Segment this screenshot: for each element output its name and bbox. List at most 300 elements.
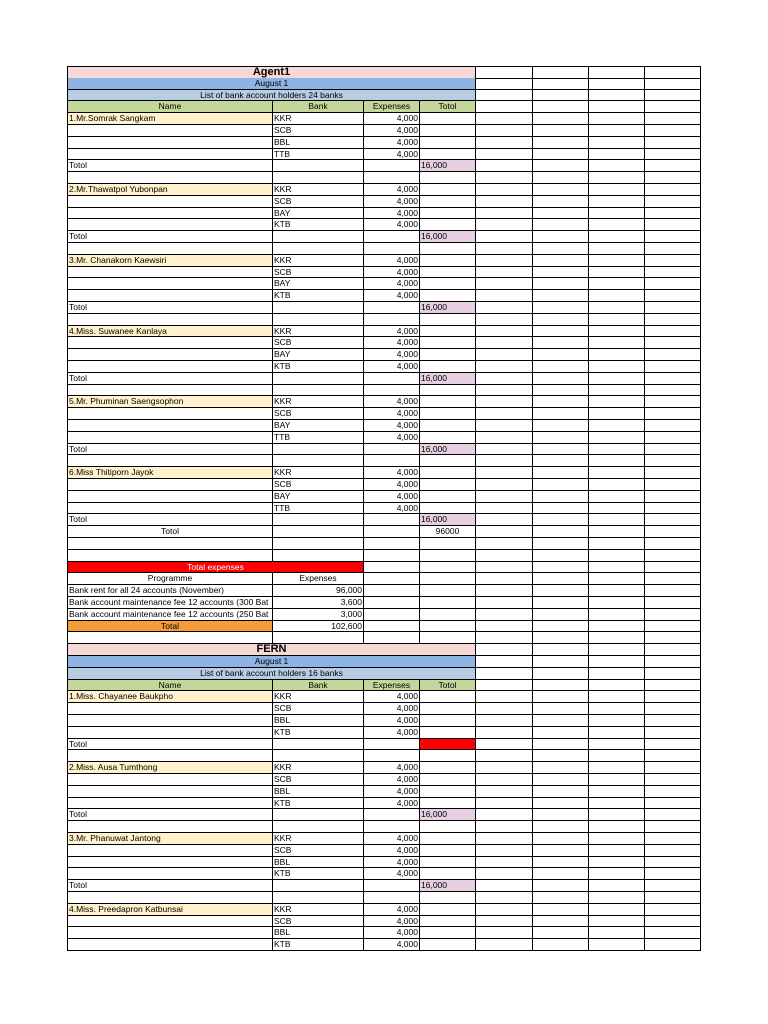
empty-cell[interactable] [67, 632, 273, 644]
empty-cell[interactable] [420, 691, 476, 703]
empty-cell[interactable] [589, 727, 645, 739]
empty-cell[interactable] [67, 337, 273, 349]
bank-cell[interactable]: BAY [273, 278, 364, 290]
empty-cell[interactable] [67, 750, 273, 762]
empty-cell[interactable] [364, 609, 420, 621]
empty-cell[interactable] [533, 668, 589, 680]
empty-cell[interactable] [476, 267, 533, 279]
expense-cell[interactable]: 4,000 [364, 715, 420, 727]
bank-cell[interactable]: TTB [273, 432, 364, 444]
empty-cell[interactable] [589, 845, 645, 857]
holder-name[interactable]: 4.Miss. Preedapron Katbunsai [67, 904, 273, 916]
empty-cell[interactable] [476, 703, 533, 715]
empty-cell[interactable] [533, 774, 589, 786]
empty-cell[interactable] [533, 750, 589, 762]
empty-cell[interactable] [476, 762, 533, 774]
expense-cell[interactable]: 4,000 [364, 290, 420, 302]
empty-cell[interactable] [645, 467, 701, 479]
summary-item-label[interactable]: Bank account maintenance fee 12 accounts (250 Bat [67, 609, 273, 621]
empty-cell[interactable] [645, 786, 701, 798]
holder-total-label[interactable]: Totol [67, 739, 273, 751]
empty-cell[interactable] [420, 892, 476, 904]
empty-cell[interactable] [476, 644, 533, 656]
empty-cell[interactable] [645, 78, 701, 90]
empty-cell[interactable] [67, 208, 273, 220]
empty-cell[interactable] [533, 208, 589, 220]
empty-cell[interactable] [589, 349, 645, 361]
empty-cell[interactable] [420, 833, 476, 845]
empty-cell[interactable] [645, 101, 701, 113]
holder-total-label[interactable]: Totol [67, 231, 273, 243]
bank-cell[interactable]: SCB [273, 125, 364, 137]
empty-cell[interactable] [589, 491, 645, 503]
empty-cell[interactable] [67, 278, 273, 290]
holder-total-label[interactable]: Totol [67, 880, 273, 892]
empty-cell[interactable] [67, 479, 273, 491]
empty-cell[interactable] [476, 904, 533, 916]
empty-cell[interactable] [273, 455, 364, 467]
empty-cell[interactable] [645, 90, 701, 102]
empty-cell[interactable] [589, 868, 645, 880]
empty-cell[interactable] [364, 809, 420, 821]
empty-cell[interactable] [645, 267, 701, 279]
holder-total-value[interactable]: 16,000 [420, 514, 476, 526]
empty-cell[interactable] [476, 361, 533, 373]
empty-cell[interactable] [476, 408, 533, 420]
bank-cell[interactable]: BBL [273, 927, 364, 939]
empty-cell[interactable] [67, 916, 273, 928]
empty-cell[interactable] [645, 609, 701, 621]
empty-cell[interactable] [420, 491, 476, 503]
bank-cell[interactable]: KTB [273, 290, 364, 302]
empty-cell[interactable] [645, 408, 701, 420]
empty-cell[interactable] [533, 727, 589, 739]
empty-cell[interactable] [476, 125, 533, 137]
empty-cell[interactable] [645, 739, 701, 751]
summary-item-value[interactable]: 3,600 [273, 597, 364, 609]
empty-cell[interactable] [420, 172, 476, 184]
empty-cell[interactable] [476, 739, 533, 751]
empty-cell[interactable] [476, 208, 533, 220]
empty-cell[interactable] [589, 326, 645, 338]
expense-cell[interactable]: 4,000 [364, 491, 420, 503]
empty-cell[interactable] [476, 845, 533, 857]
empty-cell[interactable] [67, 798, 273, 810]
empty-cell[interactable] [273, 514, 364, 526]
bank-cell[interactable]: BAY [273, 420, 364, 432]
holder-total-value[interactable]: 16,000 [420, 373, 476, 385]
summary-item-label[interactable]: Bank account maintenance fee 12 accounts (300 Bat [67, 597, 273, 609]
empty-cell[interactable] [364, 302, 420, 314]
empty-cell[interactable] [476, 101, 533, 113]
empty-cell[interactable] [67, 219, 273, 231]
empty-cell[interactable] [589, 208, 645, 220]
bank-cell[interactable]: KKR [273, 113, 364, 125]
expense-cell[interactable]: 4,000 [364, 904, 420, 916]
expense-cell[interactable]: 4,000 [364, 845, 420, 857]
expense-cell[interactable]: 4,000 [364, 396, 420, 408]
empty-cell[interactable] [420, 337, 476, 349]
holder-name[interactable]: 6.Miss Thitiporn Jayok [67, 467, 273, 479]
bank-cell[interactable]: KTB [273, 868, 364, 880]
empty-cell[interactable] [533, 621, 589, 633]
empty-cell[interactable] [645, 172, 701, 184]
bank-cell[interactable]: TTB [273, 503, 364, 515]
empty-cell[interactable] [476, 491, 533, 503]
empty-cell[interactable] [589, 550, 645, 562]
empty-cell[interactable] [645, 385, 701, 397]
empty-cell[interactable] [645, 526, 701, 538]
empty-cell[interactable] [67, 267, 273, 279]
empty-cell[interactable] [533, 314, 589, 326]
bank-cell[interactable]: SCB [273, 408, 364, 420]
empty-cell[interactable] [645, 750, 701, 762]
expense-cell[interactable]: 4,000 [364, 868, 420, 880]
empty-cell[interactable] [476, 609, 533, 621]
empty-cell[interactable] [533, 137, 589, 149]
empty-cell[interactable] [589, 196, 645, 208]
empty-cell[interactable] [364, 750, 420, 762]
empty-cell[interactable] [589, 526, 645, 538]
empty-cell[interactable] [645, 361, 701, 373]
empty-cell[interactable] [589, 503, 645, 515]
holder-total-value[interactable]: 16,000 [420, 302, 476, 314]
empty-cell[interactable] [476, 255, 533, 267]
empty-cell[interactable] [589, 184, 645, 196]
empty-cell[interactable] [645, 219, 701, 231]
empty-cell[interactable] [533, 680, 589, 692]
empty-cell[interactable] [420, 420, 476, 432]
empty-cell[interactable] [67, 420, 273, 432]
empty-cell[interactable] [420, 868, 476, 880]
empty-cell[interactable] [67, 550, 273, 562]
expense-cell[interactable]: 4,000 [364, 219, 420, 231]
empty-cell[interactable] [589, 680, 645, 692]
empty-cell[interactable] [273, 809, 364, 821]
empty-cell[interactable] [533, 373, 589, 385]
empty-cell[interactable] [476, 78, 533, 90]
expense-cell[interactable]: 4,000 [364, 479, 420, 491]
empty-cell[interactable] [420, 762, 476, 774]
empty-cell[interactable] [533, 231, 589, 243]
empty-cell[interactable] [476, 290, 533, 302]
empty-cell[interactable] [533, 833, 589, 845]
empty-cell[interactable] [589, 857, 645, 869]
empty-cell[interactable] [476, 868, 533, 880]
empty-cell[interactable] [420, 845, 476, 857]
bank-cell[interactable]: KTB [273, 219, 364, 231]
empty-cell[interactable] [420, 408, 476, 420]
bank-cell[interactable]: BAY [273, 349, 364, 361]
empty-cell[interactable] [476, 373, 533, 385]
empty-cell[interactable] [645, 420, 701, 432]
bank-cell[interactable]: KKR [273, 833, 364, 845]
empty-cell[interactable] [420, 632, 476, 644]
holder-name[interactable]: 1.Miss. Chayanee Baukpho [67, 691, 273, 703]
empty-cell[interactable] [589, 373, 645, 385]
empty-cell[interactable] [67, 774, 273, 786]
bank-cell[interactable]: SCB [273, 337, 364, 349]
empty-cell[interactable] [67, 868, 273, 880]
empty-cell[interactable] [645, 585, 701, 597]
summary-expenses-header[interactable]: Expenses [273, 573, 364, 585]
empty-cell[interactable] [476, 243, 533, 255]
empty-cell[interactable] [533, 514, 589, 526]
expense-cell[interactable]: 4,000 [364, 196, 420, 208]
empty-cell[interactable] [476, 750, 533, 762]
bank-cell[interactable]: TTB [273, 149, 364, 161]
empty-cell[interactable] [420, 750, 476, 762]
empty-cell[interactable] [420, 349, 476, 361]
empty-cell[interactable] [589, 514, 645, 526]
empty-cell[interactable] [420, 715, 476, 727]
holder-total-value[interactable]: 16,000 [420, 809, 476, 821]
empty-cell[interactable] [67, 503, 273, 515]
holder-name[interactable]: 3.Mr. Chanakorn Kaewsiri [67, 255, 273, 267]
expense-cell[interactable]: 4,000 [364, 208, 420, 220]
bank-cell[interactable]: KTB [273, 939, 364, 951]
empty-cell[interactable] [533, 396, 589, 408]
holder-total-value[interactable] [420, 739, 476, 751]
empty-cell[interactable] [420, 798, 476, 810]
empty-cell[interactable] [589, 90, 645, 102]
summary-item-value[interactable]: 3,000 [273, 609, 364, 621]
empty-cell[interactable] [476, 573, 533, 585]
empty-cell[interactable] [67, 361, 273, 373]
empty-cell[interactable] [533, 196, 589, 208]
empty-cell[interactable] [589, 467, 645, 479]
empty-cell[interactable] [67, 172, 273, 184]
empty-cell[interactable] [476, 160, 533, 172]
empty-cell[interactable] [67, 125, 273, 137]
empty-cell[interactable] [67, 408, 273, 420]
empty-cell[interactable] [476, 479, 533, 491]
bank-cell[interactable]: KKR [273, 255, 364, 267]
empty-cell[interactable] [420, 243, 476, 255]
empty-cell[interactable] [533, 361, 589, 373]
empty-cell[interactable] [645, 904, 701, 916]
empty-cell[interactable] [645, 656, 701, 668]
holder-total-label[interactable]: Totol [67, 809, 273, 821]
holder-name[interactable]: 5.Mr. Phuminan Saengsophon [67, 396, 273, 408]
empty-cell[interactable] [476, 349, 533, 361]
empty-cell[interactable] [589, 786, 645, 798]
holder-total-value[interactable]: 16,000 [420, 444, 476, 456]
empty-cell[interactable] [420, 550, 476, 562]
empty-cell[interactable] [589, 609, 645, 621]
header-total[interactable]: Totol [420, 101, 476, 113]
empty-cell[interactable] [589, 703, 645, 715]
expense-cell[interactable]: 4,000 [364, 420, 420, 432]
bank-cell[interactable]: KKR [273, 904, 364, 916]
empty-cell[interactable] [420, 290, 476, 302]
expense-cell[interactable]: 4,000 [364, 361, 420, 373]
empty-cell[interactable] [67, 845, 273, 857]
empty-cell[interactable] [476, 526, 533, 538]
empty-cell[interactable] [364, 562, 420, 574]
empty-cell[interactable] [476, 927, 533, 939]
fern-subtitle[interactable]: List of bank account holders 16 banks [67, 668, 476, 680]
header-expenses[interactable]: Expenses [364, 101, 420, 113]
empty-cell[interactable] [645, 632, 701, 644]
empty-cell[interactable] [67, 491, 273, 503]
empty-cell[interactable] [645, 432, 701, 444]
empty-cell[interactable] [364, 314, 420, 326]
summary-total-label[interactable]: Total [67, 621, 273, 633]
empty-cell[interactable] [645, 278, 701, 290]
empty-cell[interactable] [420, 927, 476, 939]
empty-cell[interactable] [420, 939, 476, 951]
empty-cell[interactable] [645, 302, 701, 314]
agent1-subtitle[interactable]: List of bank account holders 24 banks [67, 90, 476, 102]
expense-cell[interactable]: 4,000 [364, 326, 420, 338]
empty-cell[interactable] [420, 904, 476, 916]
empty-cell[interactable] [533, 503, 589, 515]
empty-cell[interactable] [476, 916, 533, 928]
empty-cell[interactable] [645, 149, 701, 161]
empty-cell[interactable] [476, 821, 533, 833]
empty-cell[interactable] [645, 538, 701, 550]
empty-cell[interactable] [589, 137, 645, 149]
empty-cell[interactable] [589, 267, 645, 279]
empty-cell[interactable] [589, 715, 645, 727]
expense-cell[interactable]: 4,000 [364, 137, 420, 149]
empty-cell[interactable] [476, 432, 533, 444]
empty-cell[interactable] [67, 196, 273, 208]
empty-cell[interactable] [645, 715, 701, 727]
empty-cell[interactable] [476, 113, 533, 125]
empty-cell[interactable] [645, 868, 701, 880]
empty-cell[interactable] [364, 243, 420, 255]
empty-cell[interactable] [476, 715, 533, 727]
empty-cell[interactable] [364, 632, 420, 644]
empty-cell[interactable] [67, 892, 273, 904]
expense-cell[interactable]: 4,000 [364, 149, 420, 161]
empty-cell[interactable] [589, 396, 645, 408]
empty-cell[interactable] [533, 573, 589, 585]
empty-cell[interactable] [589, 656, 645, 668]
bank-cell[interactable]: SCB [273, 479, 364, 491]
empty-cell[interactable] [589, 231, 645, 243]
bank-cell[interactable]: BAY [273, 491, 364, 503]
empty-cell[interactable] [533, 656, 589, 668]
empty-cell[interactable] [645, 396, 701, 408]
empty-cell[interactable] [67, 432, 273, 444]
empty-cell[interactable] [273, 538, 364, 550]
empty-cell[interactable] [476, 90, 533, 102]
fern-month[interactable]: August 1 [67, 656, 476, 668]
empty-cell[interactable] [364, 385, 420, 397]
empty-cell[interactable] [533, 432, 589, 444]
empty-cell[interactable] [645, 845, 701, 857]
empty-cell[interactable] [364, 550, 420, 562]
empty-cell[interactable] [364, 160, 420, 172]
empty-cell[interactable] [645, 762, 701, 774]
empty-cell[interactable] [420, 149, 476, 161]
empty-cell[interactable] [420, 821, 476, 833]
empty-cell[interactable] [645, 892, 701, 904]
expense-cell[interactable]: 4,000 [364, 857, 420, 869]
empty-cell[interactable] [533, 798, 589, 810]
empty-cell[interactable] [364, 373, 420, 385]
empty-cell[interactable] [476, 184, 533, 196]
empty-cell[interactable] [533, 845, 589, 857]
empty-cell[interactable] [273, 739, 364, 751]
empty-cell[interactable] [645, 562, 701, 574]
empty-cell[interactable] [589, 880, 645, 892]
empty-cell[interactable] [645, 290, 701, 302]
empty-cell[interactable] [533, 219, 589, 231]
empty-cell[interactable] [589, 408, 645, 420]
bank-cell[interactable]: SCB [273, 845, 364, 857]
empty-cell[interactable] [476, 939, 533, 951]
empty-cell[interactable] [533, 585, 589, 597]
empty-cell[interactable] [67, 349, 273, 361]
empty-cell[interactable] [364, 455, 420, 467]
empty-cell[interactable] [420, 573, 476, 585]
empty-cell[interactable] [645, 503, 701, 515]
empty-cell[interactable] [645, 916, 701, 928]
empty-cell[interactable] [589, 101, 645, 113]
empty-cell[interactable] [273, 880, 364, 892]
empty-cell[interactable] [476, 880, 533, 892]
summary-item-label[interactable]: Bank rent for all 24 accounts (November) [67, 585, 273, 597]
empty-cell[interactable] [476, 668, 533, 680]
holder-total-label[interactable]: Totol [67, 444, 273, 456]
holder-name[interactable]: 2.Mr.Thawatpol Yubonpan [67, 184, 273, 196]
empty-cell[interactable] [67, 703, 273, 715]
header-bank[interactable]: Bank [273, 680, 364, 692]
empty-cell[interactable] [533, 302, 589, 314]
empty-cell[interactable] [273, 821, 364, 833]
empty-cell[interactable] [273, 750, 364, 762]
expense-cell[interactable]: 4,000 [364, 408, 420, 420]
empty-cell[interactable] [589, 904, 645, 916]
empty-cell[interactable] [364, 231, 420, 243]
empty-cell[interactable] [589, 432, 645, 444]
empty-cell[interactable] [476, 680, 533, 692]
empty-cell[interactable] [67, 821, 273, 833]
empty-cell[interactable] [645, 373, 701, 385]
empty-cell[interactable] [476, 786, 533, 798]
expense-cell[interactable]: 4,000 [364, 798, 420, 810]
empty-cell[interactable] [589, 833, 645, 845]
empty-cell[interactable] [476, 798, 533, 810]
empty-cell[interactable] [645, 939, 701, 951]
empty-cell[interactable] [420, 184, 476, 196]
empty-cell[interactable] [273, 632, 364, 644]
holder-total-label[interactable]: Totol [67, 514, 273, 526]
empty-cell[interactable] [67, 137, 273, 149]
empty-cell[interactable] [645, 113, 701, 125]
empty-cell[interactable] [645, 680, 701, 692]
empty-cell[interactable] [533, 609, 589, 621]
empty-cell[interactable] [645, 809, 701, 821]
empty-cell[interactable] [645, 337, 701, 349]
empty-cell[interactable] [533, 703, 589, 715]
expense-cell[interactable]: 4,000 [364, 916, 420, 928]
empty-cell[interactable] [645, 243, 701, 255]
empty-cell[interactable] [645, 208, 701, 220]
empty-cell[interactable] [589, 562, 645, 574]
empty-cell[interactable] [420, 774, 476, 786]
empty-cell[interactable] [364, 172, 420, 184]
expense-cell[interactable]: 4,000 [364, 267, 420, 279]
empty-cell[interactable] [420, 326, 476, 338]
empty-cell[interactable] [589, 290, 645, 302]
empty-cell[interactable] [589, 278, 645, 290]
empty-cell[interactable] [589, 219, 645, 231]
